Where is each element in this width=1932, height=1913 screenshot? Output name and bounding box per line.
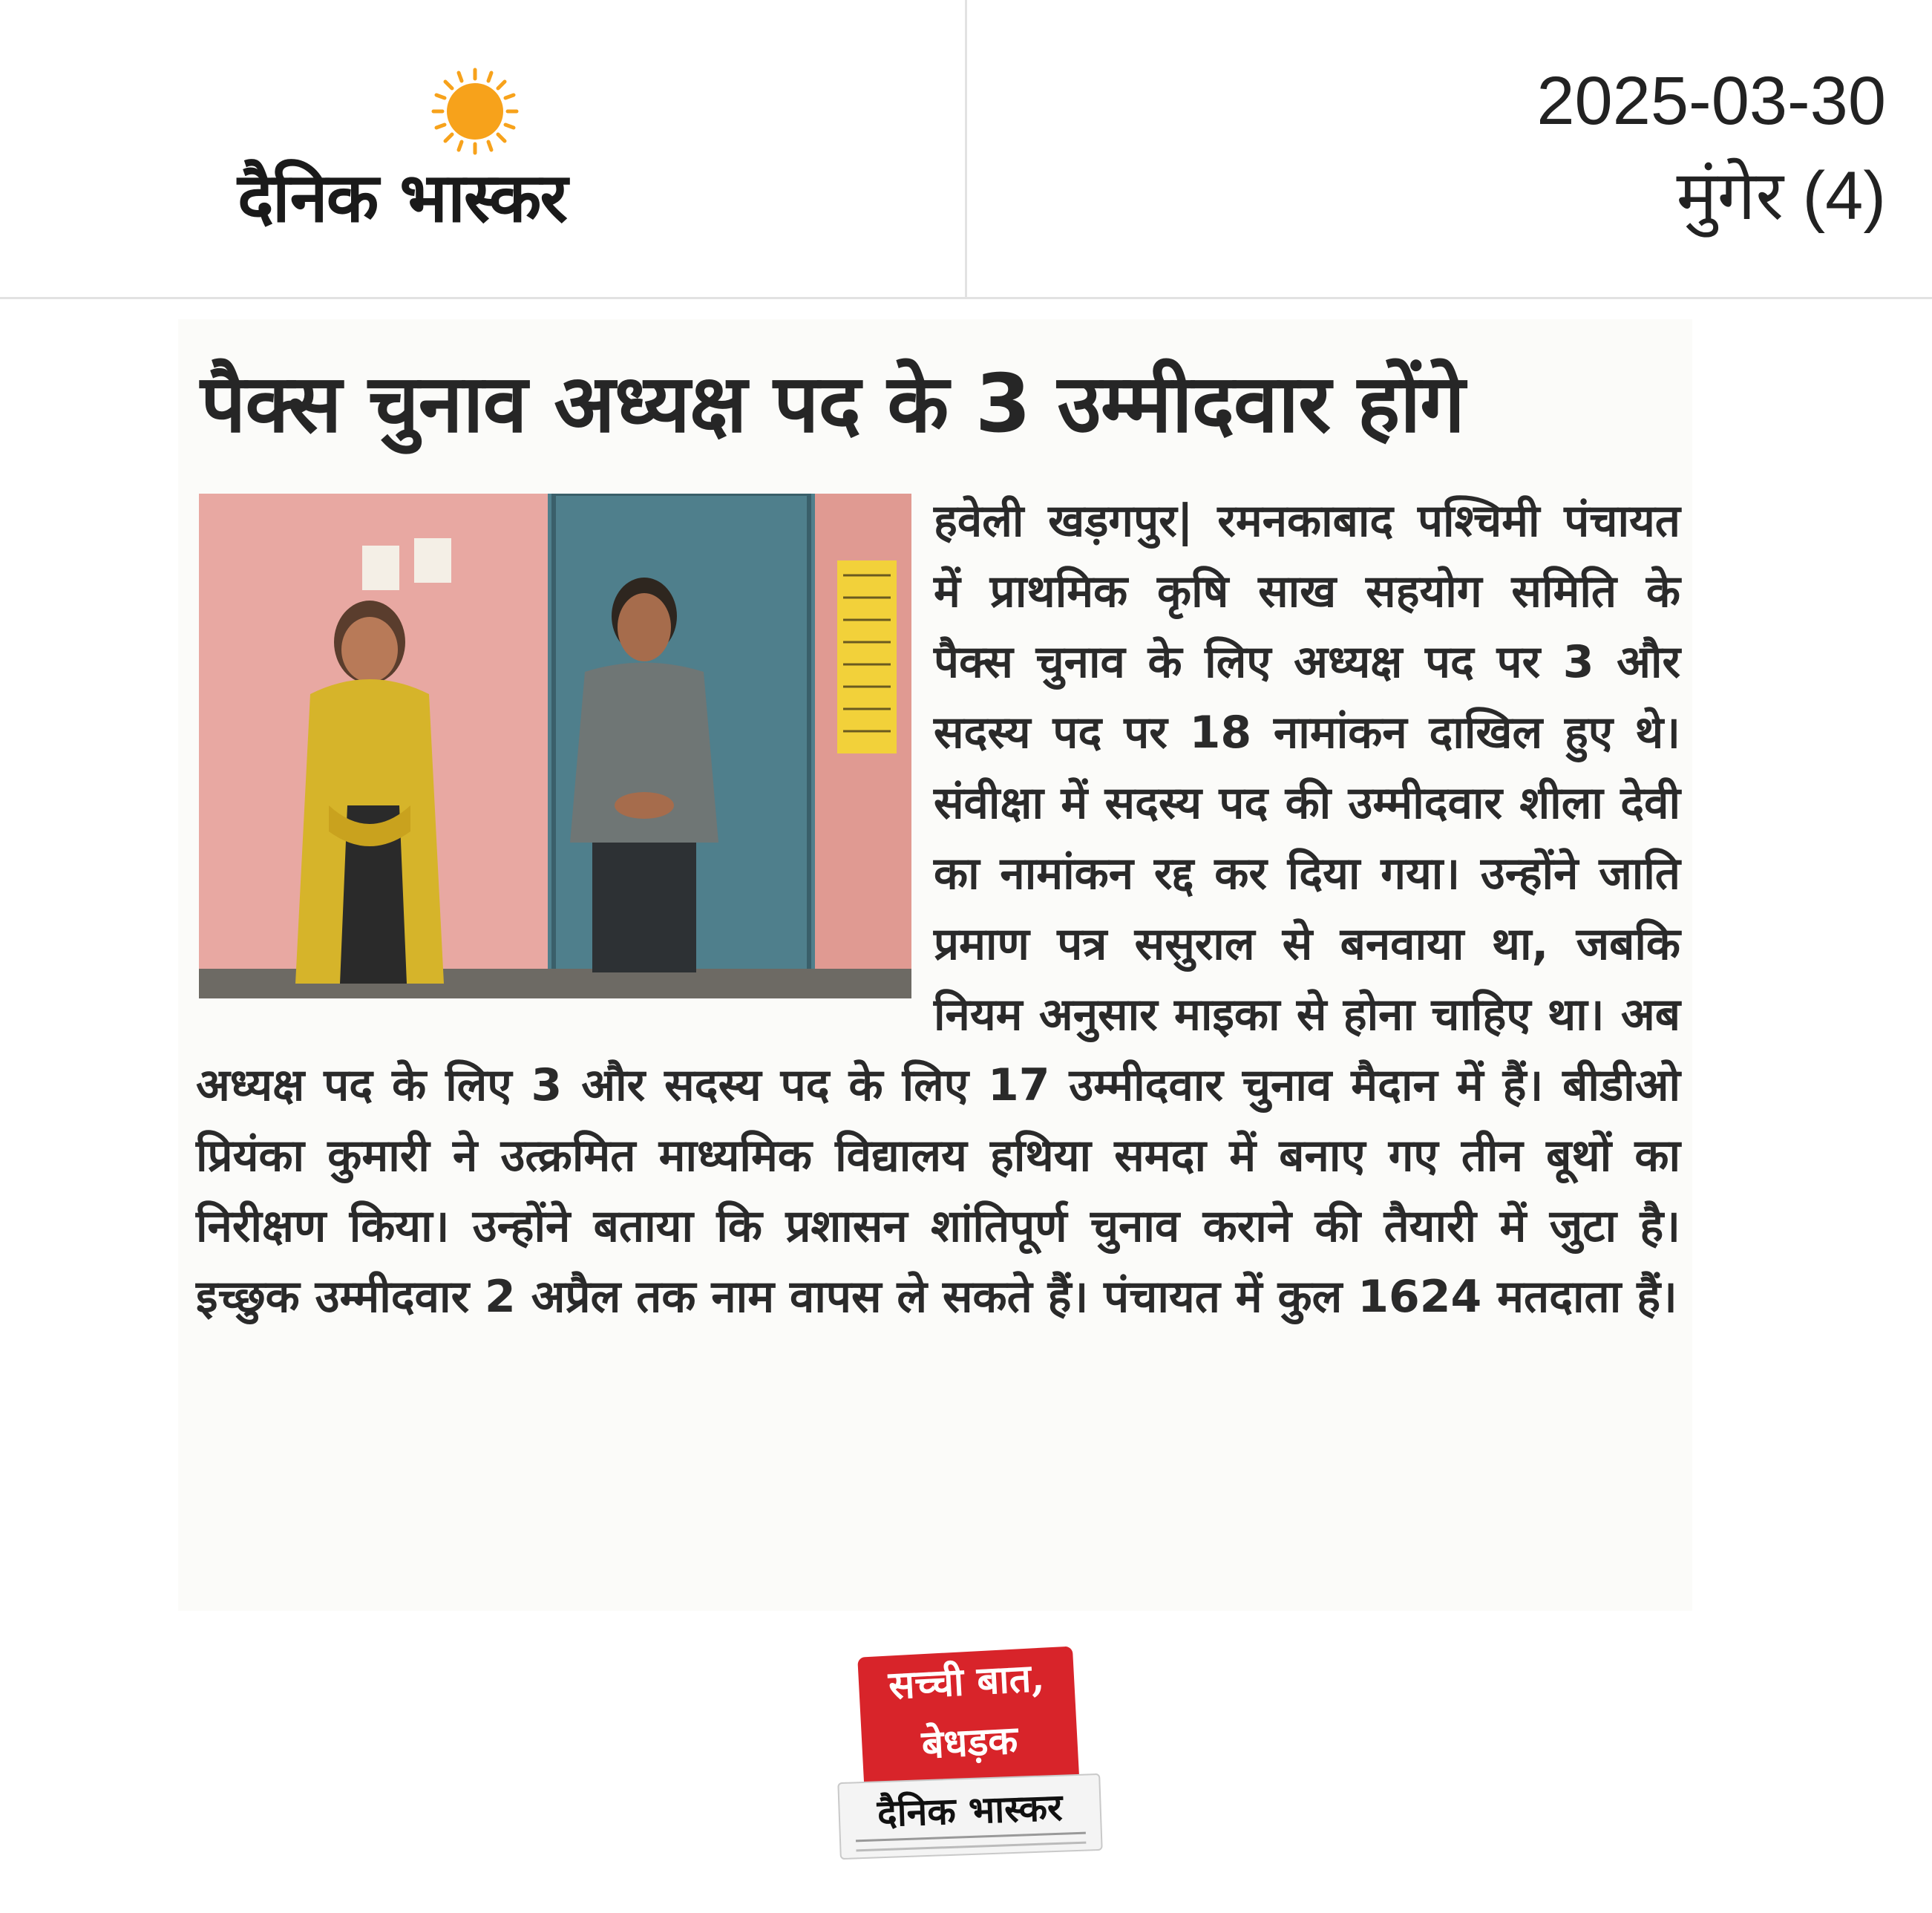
article-text: रमनकाबाद पश्चिमी पंचायत में प्राथमिक कृषि साख सहयोग समिति के पैक्स चुनाव के लिए अध्यक्ष पद पर 3 और सदस्य पद पर 18 नामांकन दाखिल हुए थे। संवीक्षा में सदस्य पद की उम्मीदवार शीला देवी का नामांकन रद्द कर दिया गया। उन्होंने जाति प्रमाण पत्र ससुराल से बनवाया था, जबकि नियम अनुसार माइका से होना चाहिए था। अब अध्यक्ष पद के लिए 3 और सदस्य पद के लिए 17 उम्मीदवार चुनाव मैदान में हैं। बीडीओ प्रियंका कुमारी ने उत्क्रमित माध्यमिक विद्यालय हथिया समदा में बनाए गए तीन बूथों का निरीक्षण किया। उन्होंने बताया कि प्रशासन शांतिपूर्ण चुनाव कराने की तैयारी में जुटा है। इच्छुक उम्मीदवार 2 अप्रैल तक नाम वापस ले सकते हैं। पंचायत में कुल 1624 मतदाता हैं। <box>196 495 1680 1323</box>
tagline-line1: सच्ची बात, <box>887 1655 1046 1709</box>
news-clipping <box>178 319 1692 1611</box>
edition-info <box>1536 53 1886 243</box>
article-dateline: हवेली खड़गपुर| <box>934 495 1193 547</box>
footer-logo <box>831 1652 1106 1867</box>
publication-date: 2025-03-30 <box>1536 63 1886 139</box>
tagline-line2: बेधड़क <box>920 1717 1019 1768</box>
sun-icon <box>430 67 520 156</box>
news-photo-image <box>199 494 911 998</box>
newspaper-icon <box>837 1773 1102 1860</box>
brand-logo <box>238 67 713 245</box>
footer-paper-name: दैनिक भास्कर <box>877 1785 1064 1836</box>
news-photo <box>199 494 911 998</box>
page-header <box>0 0 1932 299</box>
article-body <box>196 486 1680 1332</box>
brand-name: दैनिक भास्कर <box>238 158 567 238</box>
header-divider <box>965 0 967 297</box>
edition-name: मुंगेर (4) <box>1676 158 1886 234</box>
article-headline: पैक्स चुनाव अध्यक्ष पद के 3 उम्मीदवार होंगे <box>200 358 1464 451</box>
